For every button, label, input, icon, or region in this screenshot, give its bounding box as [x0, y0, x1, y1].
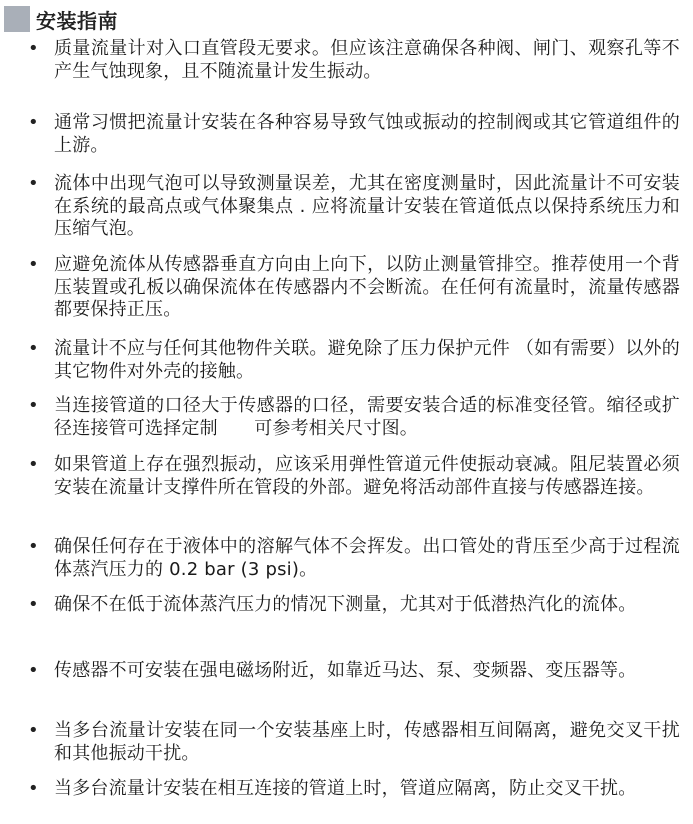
bullet-icon: • [28, 173, 39, 194]
list-item [28, 173, 680, 241]
bullet-icon: • [28, 594, 39, 615]
list-item-text: 当多台流量计安装在相互连接的管道上时，管道应隔离，防止交叉干扰。 [54, 778, 637, 799]
list-item-text: 传感器不可安装在强电磁场附近，如靠近马达、泵、变频器、变压器等。 [54, 660, 637, 681]
list-item [28, 38, 680, 83]
list-item-text: 质量流量计对入口直管段无要求。但应该注意确保各种阀、闸门、观察孔等不产生气蚀现象，且不随流量计发生振动。 [54, 38, 680, 82]
section-title: 安装指南 [36, 8, 118, 33]
bullet-icon: • [28, 454, 39, 475]
list-item [28, 778, 680, 801]
section-header [4, 4, 118, 34]
bullet-icon: • [28, 254, 39, 275]
header-marker-block [4, 6, 30, 32]
list-item [28, 454, 680, 499]
bullet-icon: • [28, 395, 39, 416]
list-item-text: 当多台流量计安装在同一个安装基座上时，传感器相互间隔离，避免交叉干扰和其他振动干扰。 [54, 720, 680, 764]
list-item [28, 720, 680, 765]
list-item [28, 254, 680, 322]
list-item [28, 112, 680, 157]
bullet-icon: • [28, 38, 39, 59]
list-item-text: 如果管道上存在强烈振动，应该采用弹性管道元件使振动衰减。阻尼装置必须安装在流量计支撑件所在管段的外部。避免将活动部件直接与传感器连接。 [54, 454, 680, 498]
list-item-text: 确保不在低于流体蒸汽压力的情况下测量，尤其对于低潜热汽化的流体。 [54, 594, 637, 615]
list-item-text: 流体中出现气泡可以导致测量误差，尤其在密度测量时，因此流量计不可安装在系统的最高点或气体聚集点 . 应将流量计安装在管道低点以保持系统压力和压缩气泡。 [54, 173, 680, 239]
list-item [28, 395, 680, 440]
list-item-text: 应避免流体从传感器垂直方向由上向下，以防止测量管排空。推荐使用一个背压装置或孔板以确保流体在传感器内不会断流。在任何有流量时，流量传感器都要保持正压。 [54, 254, 680, 320]
list-item [28, 338, 680, 383]
list-item-text: 流量计不应与任何其他物件关联。避免除了压力保护元件 （如有需要）以外的其它物件对外壳的接触。 [54, 338, 680, 382]
bullet-icon: • [28, 536, 39, 557]
list-item [28, 594, 680, 617]
list-item-text: 通常习惯把流量计安装在各种容易导致气蚀或振动的控制阀或其它管道组件的上游。 [54, 112, 680, 156]
bullet-icon: • [28, 660, 39, 681]
list-item [28, 660, 680, 683]
list-item [28, 536, 680, 581]
bullet-icon: • [28, 778, 39, 799]
list-item-text: 确保任何存在于液体中的溶解气体不会挥发。出口管处的背压至少高于过程流体蒸汽压力的 0.2 bar (3 psi)。 [54, 536, 680, 580]
list-item-text: 当连接管道的口径大于传感器的口径，需要安装合适的标准变径管。缩径或扩径连接管可选择定制 可参考相关尺寸图。 [54, 395, 680, 439]
bullet-icon: • [28, 338, 39, 359]
bullet-icon: • [28, 720, 39, 741]
bullet-icon: • [28, 112, 39, 133]
